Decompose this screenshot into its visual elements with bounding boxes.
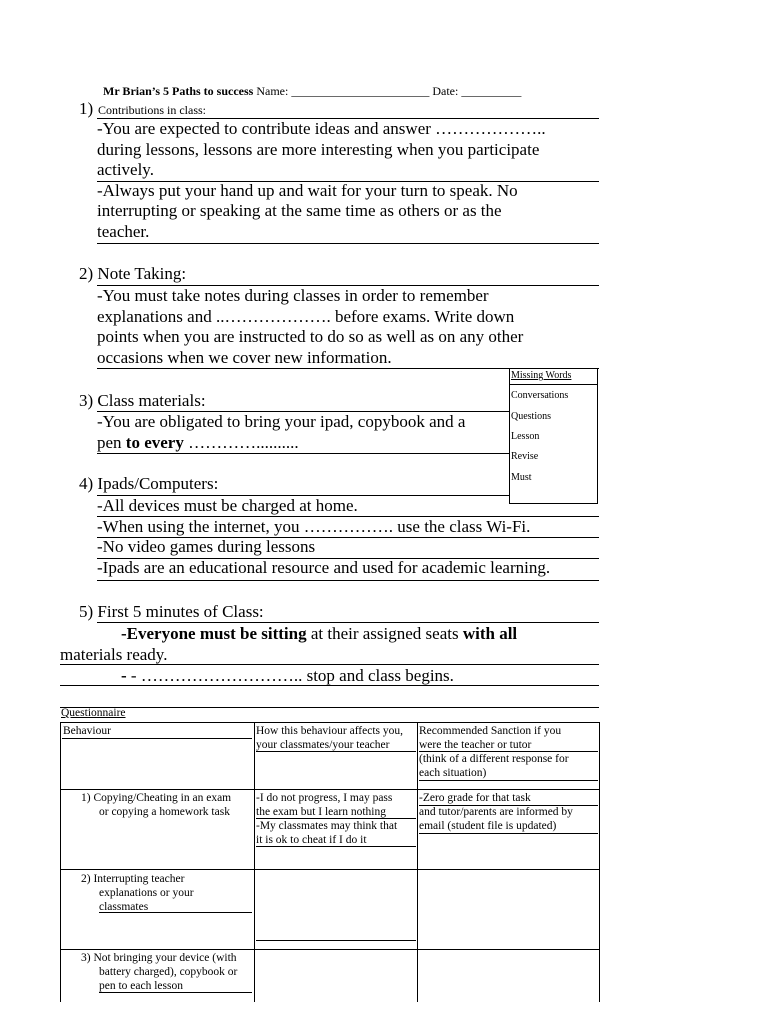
s5-line-1 xyxy=(121,624,517,645)
section-2-number: 2) xyxy=(79,264,94,283)
header-sanction-l1: Recommended Sanction if you xyxy=(419,725,562,737)
header-behaviour: Behaviour xyxy=(63,725,111,737)
boxline xyxy=(419,805,598,806)
section-5-title: First 5 minutes of Class: xyxy=(97,602,264,621)
row1-behaviour-l1: 1) Copying/Cheating in an exam xyxy=(81,792,232,804)
rule xyxy=(97,622,599,623)
s1-line-4: -Always put your hand up and wait for your turn to speak. No xyxy=(97,180,518,200)
s5-everyone: -Everyone must be sitting xyxy=(121,624,307,643)
s4-line-4: -Ipads are an educational resource and used for academic learning. xyxy=(97,557,551,577)
rule xyxy=(97,181,599,182)
rule xyxy=(97,580,599,581)
rule xyxy=(97,516,599,517)
section-2-body xyxy=(97,286,602,368)
section-2-heading xyxy=(79,264,186,285)
rule xyxy=(97,558,599,559)
section-3-number: 3) xyxy=(79,391,94,410)
vline xyxy=(597,368,598,503)
s5-seats: at their assigned seats xyxy=(310,624,459,643)
row1-effect-l4: it is ok to cheat if I do it xyxy=(256,834,367,846)
row3-behaviour-l1: 3) Not bringing your device (with xyxy=(81,952,237,964)
missing-word-2: Questions xyxy=(511,411,551,422)
questionnaire-title: Questionnaire xyxy=(61,707,126,719)
rule xyxy=(97,243,599,244)
s1-line-3: actively. xyxy=(97,160,154,179)
s1-line-1: -You are expected to contribute ideas and answer ……………….. xyxy=(97,119,546,138)
boxline xyxy=(509,384,598,385)
s4-line-1: -All devices must be charged at home. xyxy=(97,496,358,515)
header-sanction-l4: each situation) xyxy=(419,767,487,779)
section-3-heading xyxy=(79,391,206,412)
s3-to-every: to every xyxy=(125,432,184,452)
section-1-title: Contributions in class: xyxy=(98,103,206,117)
section-2-title: Note Taking: xyxy=(97,264,187,283)
header-effect-l2: your classmates/your teacher xyxy=(256,739,390,751)
s1-line-5: interrupting or speaking at the same time as others or as the xyxy=(97,201,502,220)
missing-words-title: Missing Words xyxy=(511,370,572,381)
s3-blank: ………….......... xyxy=(188,432,299,452)
s1-line-2: during lessons, lessons are more interesting when you participate xyxy=(97,139,540,159)
date-blank: __________ xyxy=(461,84,522,98)
row3-behaviour-l3: pen to each lesson xyxy=(99,980,183,992)
section-3-title: Class materials: xyxy=(97,391,206,410)
missing-word-4: Revise xyxy=(511,451,539,462)
vline xyxy=(599,722,600,1002)
boxline xyxy=(62,738,252,739)
boxline xyxy=(60,722,600,723)
header-sanction-l3: (think of a different response for xyxy=(419,753,569,765)
row2-behaviour-l1: 2) Interrupting teacher xyxy=(81,873,185,885)
boxline xyxy=(419,833,598,834)
s2-line-1: -You must take notes during classes in order to remember xyxy=(97,286,489,305)
row1-sanction xyxy=(419,791,573,833)
boxline xyxy=(256,818,416,819)
missing-word-1: Conversations xyxy=(511,390,569,401)
header-sanction xyxy=(419,724,569,780)
row2-behaviour-l2: explanations or your xyxy=(99,887,194,899)
rule xyxy=(97,453,509,454)
s5-stop: stop and class begins. xyxy=(306,666,454,685)
s4-line-3: -No video games during lessons xyxy=(97,537,316,556)
boxline xyxy=(99,992,252,993)
row1-behaviour-l2: or copying a homework task xyxy=(99,806,230,818)
section-4-number: 4) xyxy=(79,474,94,493)
section-4-title: Ipads/Computers: xyxy=(97,474,219,493)
missing-word-3: Lesson xyxy=(511,431,540,442)
row2-behaviour xyxy=(81,872,194,914)
s4-line-2: -When using the internet, you ……………. use the class Wi-Fi. xyxy=(97,516,531,536)
row1-effect xyxy=(256,791,397,847)
name-blank: _______________________ xyxy=(291,84,430,98)
s5-dash: - xyxy=(121,666,127,685)
worksheet-title: Mr Brian’s 5 Paths to success xyxy=(103,84,254,98)
date-label: Date: xyxy=(432,84,459,98)
rule xyxy=(60,685,599,686)
boxline xyxy=(256,846,416,847)
boxline xyxy=(60,869,600,870)
header-effect xyxy=(256,724,403,752)
rule xyxy=(60,707,599,708)
row1-sanction-l3: email (student file is updated) xyxy=(419,820,557,832)
s3-pen: pen xyxy=(97,432,122,452)
s5-with-all: with all xyxy=(462,624,518,643)
s2-line-3: points when you are instructed to do so as well as on any other xyxy=(97,327,524,346)
boxline xyxy=(256,751,416,752)
boxline xyxy=(256,940,416,941)
row1-sanction-l1: -Zero grade for that task xyxy=(419,792,531,804)
name-label: Name: xyxy=(256,84,289,98)
s1-line-6: teacher. xyxy=(97,221,150,241)
s5-blank: - ……………………….. xyxy=(130,666,303,685)
rule xyxy=(97,537,599,538)
boxline xyxy=(60,789,600,790)
missing-word-5: Must xyxy=(511,472,532,483)
row1-effect-l2: the exam but I learn nothing xyxy=(256,806,386,818)
row1-behaviour xyxy=(81,791,231,819)
s3-line-2 xyxy=(97,433,517,454)
row3-behaviour xyxy=(81,951,237,993)
vline xyxy=(254,722,255,1002)
row1-effect-l1: -I do not progress, I may pass xyxy=(256,792,393,804)
section-4-heading xyxy=(79,474,218,495)
boxline xyxy=(419,780,598,781)
boxline xyxy=(60,949,600,950)
row3-behaviour-l2: battery charged), copybook or xyxy=(99,966,238,978)
section-5-number: 5) xyxy=(79,602,94,621)
s5-line-2: materials ready. xyxy=(60,645,168,664)
section-1-number: 1) xyxy=(79,99,94,118)
row2-behaviour-l3: classmates xyxy=(99,901,149,913)
vline xyxy=(417,722,418,1002)
boxline xyxy=(419,751,598,752)
rule xyxy=(60,664,599,665)
header xyxy=(103,84,521,99)
section-5-heading xyxy=(79,602,264,623)
boxline xyxy=(99,912,252,913)
section-3-body xyxy=(97,412,517,453)
header-sanction-l2: were the teacher or tutor xyxy=(419,739,532,751)
header-effect-l1: How this behaviour affects you, xyxy=(256,725,404,737)
s5-line-3 xyxy=(121,666,454,687)
row1-effect-l3: -My classmates may think that xyxy=(256,820,398,832)
s3-line-1: -You are obligated to bring your ipad, copybook and a xyxy=(97,412,466,431)
s2-line-2: explanations and ..………………. before exams. Write down xyxy=(97,306,515,326)
s2-line-4: occasions when we cover new information. xyxy=(97,347,392,367)
vline xyxy=(509,368,510,503)
row1-sanction-l2: and tutor/parents are informed by xyxy=(419,806,573,818)
vline xyxy=(60,722,61,1002)
